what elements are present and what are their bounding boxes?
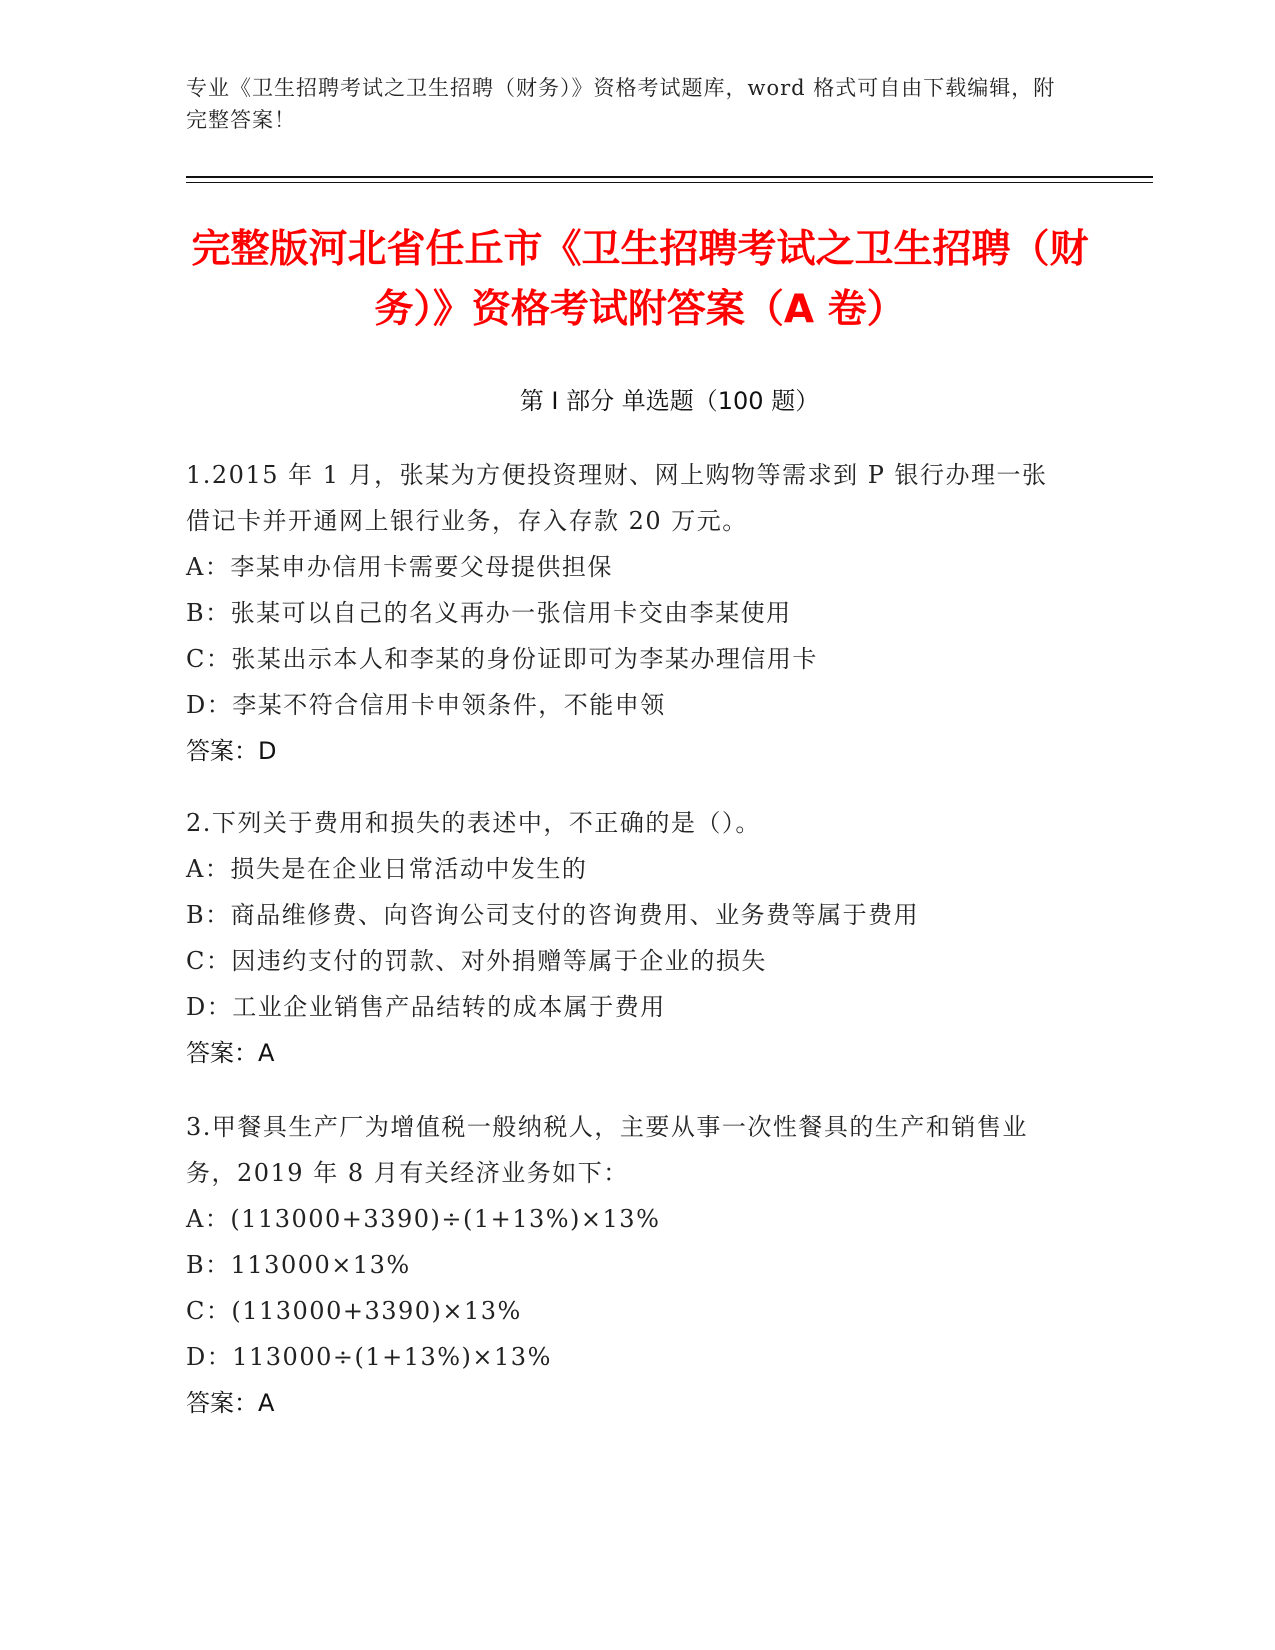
header-rule-thick (186, 176, 1153, 178)
header-note: 专业《卫生招聘考试之卫生招聘（财务）》资格考试题库，word 格式可自由下载编辑，附完整答案！ (186, 76, 1056, 132)
option-d: D：李某不符合信用卡申领条件，不能申领 (186, 691, 666, 719)
option-a: A：损失是在企业日常活动中发生的 (186, 855, 588, 883)
question-3 (186, 1104, 1066, 1426)
option-b: B：113000×13% (186, 1251, 411, 1279)
option-a: A：(113000+3390)÷(1+13%)×13% (186, 1205, 661, 1233)
option-a: A：李某申办信用卡需要父母提供担保 (186, 553, 613, 581)
option-c: C：(113000+3390)×13% (186, 1297, 522, 1325)
section-heading: 第 I 部分 单选题（100 题） (519, 387, 820, 415)
question-2 (186, 800, 1066, 1076)
question-stem: 1.2015 年 1 月，张某为方便投资理财、网上购物等需求到 P 银行办理一张借记卡并开通网上银行业务，存入存款 20 万元。 (186, 461, 1048, 535)
option-d: D：工业企业销售产品结转的成本属于费用 (186, 993, 666, 1021)
answer: 答案：A (186, 1389, 275, 1417)
option-b: B：商品维修费、向咨询公司支付的咨询费用、业务费等属于费用 (186, 901, 920, 929)
question-stem: 2.下列关于费用和损失的表述中，不正确的是（）。 (186, 809, 761, 837)
option-d: D：113000÷(1+13%)×13% (186, 1343, 552, 1371)
question-stem: 3.甲餐具生产厂为增值税一般纳税人，主要从事一次性餐具的生产和销售业务，2019 年 8 月有关经济业务如下： (186, 1113, 1028, 1187)
answer: 答案：A (186, 1039, 275, 1067)
question-1 (186, 452, 1066, 774)
answer: 答案：D (186, 737, 277, 765)
option-b: B：张某可以自己的名义再办一张信用卡交由李某使用 (186, 599, 792, 627)
header-rule-thin (186, 182, 1153, 183)
option-c: C：张某出示本人和李某的身份证即可为李某办理信用卡 (186, 645, 818, 673)
document-title: 完整版河北省任丘市《卫生招聘考试之卫生招聘（财务）》资格考试附答案（A 卷） (191, 227, 1089, 332)
option-c: C：因违约支付的罚款、对外捐赠等属于企业的损失 (186, 947, 767, 975)
